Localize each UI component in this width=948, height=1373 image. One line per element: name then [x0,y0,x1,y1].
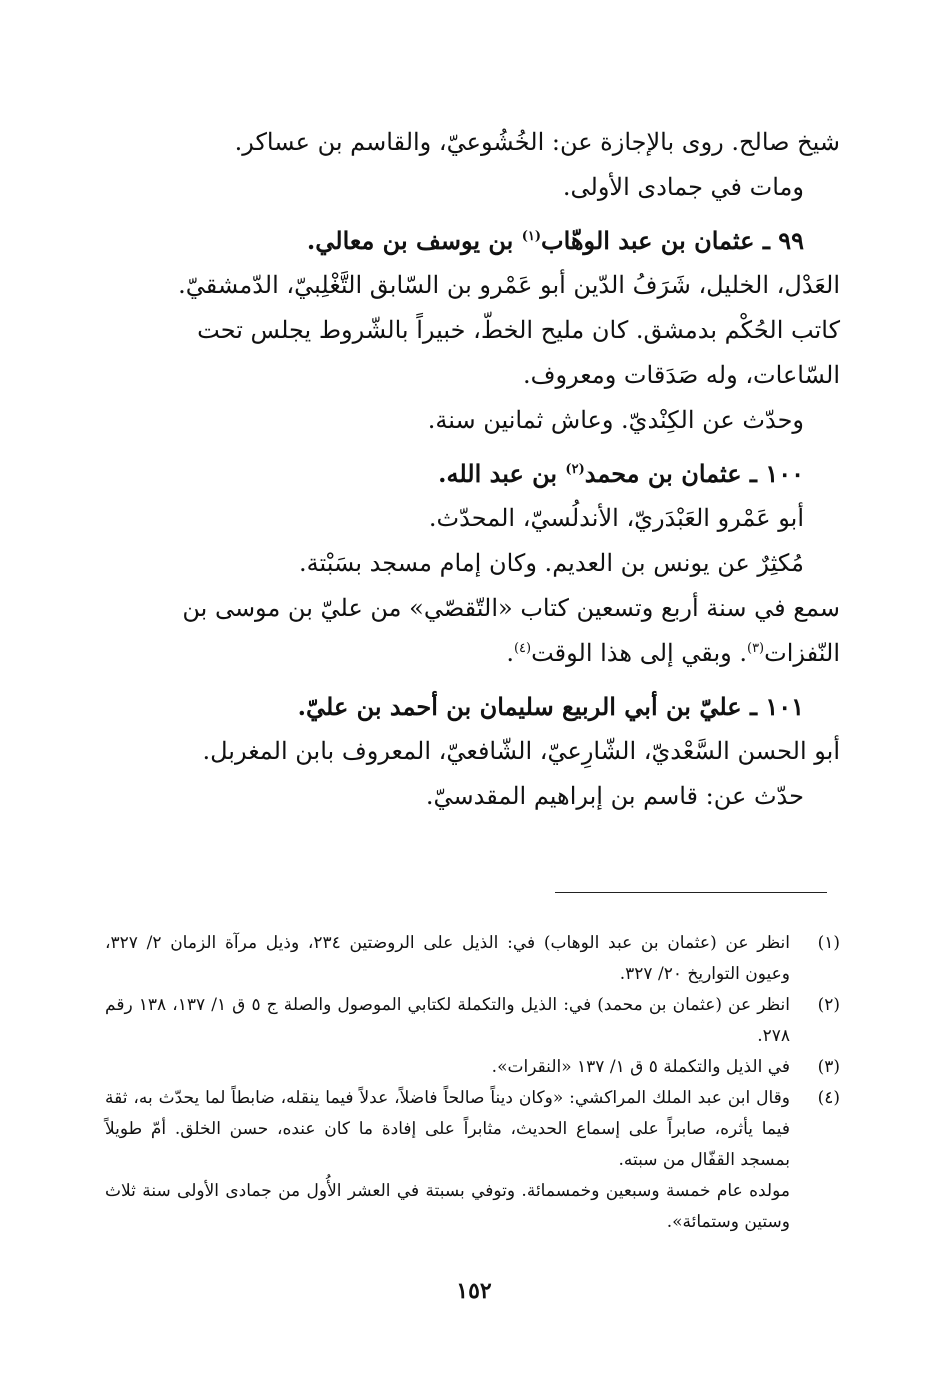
footnote-ref: (١) [521,229,541,244]
footnote-ref: (٣) [746,641,765,656]
text-line: أبو عَمْرو العَبْدَريّ، الأندلُسيّ، المحدّث. [428,504,804,532]
text-line: أبو الحسن السَّعْديّ، الشّارِعيّ، الشّافعيّ، المعروف بابن المغربل. [202,737,840,765]
text-line: سمع في سنة أربع وتسعين كتاب «التّقصّي» من عليّ بن موسى بن [182,594,840,622]
text-line: السّاعات، وله صَدَقات ومعروف. [522,361,840,389]
text-line: وحدّث عن الكِنْديّ. وعاش ثمانين سنة. [427,406,804,434]
footnote [105,990,840,1052]
footnote-body [105,990,790,1052]
footnote-number: (٣) [817,1057,840,1077]
footnote-body [105,1083,790,1238]
footnote [105,1052,840,1083]
page-number: ١٥٢ [456,1278,492,1304]
footnote [105,928,840,990]
footnote-divider [555,892,827,893]
footnote-text: في الذيل والتكملة ٥ ق ١/ ١٣٧ «النقرات». [491,1057,790,1077]
footnote [105,1083,840,1238]
footnotes [105,928,840,1238]
footnote-body [105,1052,790,1083]
footnote-ref: (٤) [513,641,532,656]
text-line: حدّث عن: قاسم بن إبراهيم المقدسيّ. [425,782,804,810]
entry-heading-100: ١٠٠ ـ عثمان بن محمد$^{(٢)}$ بن عبد الله. [438,459,804,488]
footnote-body [105,928,790,990]
main-text [100,120,840,819]
footnote-number: (٢) [817,995,840,1015]
entry-heading-99: ٩٩ ـ عثمان بن عبد الوهّاب$^{(١)}$ بن يوسف بن معالي. [306,226,804,255]
footnote-text: مولده عام خمسة وسبعين وخمسمائة. وتوفي بسبتة في العشر الأُول من جمادى الأولى سنة ثلاث وستين وستمائة». [105,1181,790,1232]
footnote-number: (٤) [817,1088,840,1108]
text-line: ومات في جمادى الأولى. [562,173,804,201]
text-line: كاتب الحُكْم بدمشق. كان مليح الخطّ، خبيراً بالشّروط يجلس تحت [197,316,840,344]
footnote-ref: (٢) [565,462,585,477]
footnote-number: (١) [817,933,840,953]
text-line: مُكثِرٌ عن يونس بن العديم. وكان إمام مسجد بسَبْتة. [298,549,804,577]
entry-heading-101: ١٠١ ـ عليّ بن أبي الربيع سليمان بن أحمد بن عليّ. [297,692,804,721]
text-line: النّفزات$^{(٣)}$. وبقي إلى هذا الوقت$^{(٤)}$. [506,639,840,667]
footnote-text: وقال ابن عبد الملك المراكشي: «وكان ديناً صالحاً فاضلاً، عدلاً فيما ينقله، ضابطاً لما يحدّث به، ثقة فيما يأثره، صابراً على إسماع الحديث، مثابراً على إفادة ما كان عنده، حسن الخلق. أمّ طويلاً بمسجد القفّال من سبته. [105,1088,790,1170]
footnote-text: انظر عن (عثمان بن محمد) في: الذيل والتكملة لكتابي الموصول والصلة ج ٥ ق ١/ ١٣٧، ١٣٨ رقم ٢٧٨. [105,995,791,1046]
footnote-text: انظر عن (عثمان بن عبد الوهاب) في: الذيل على الروضتين ٢٣٤، وذيل مرآة الزمان ٢/ ٣٢٧، وعيون التواريخ ٢٠/ ٣٢٧. [105,933,790,984]
text-line: شيخ صالح. روى بالإجازة عن: الخُشُوعيّ، والقاسم بن عساكر. [234,128,840,156]
text-line: العَدْل، الخليل، شَرَفُ الدّين أبو عَمْرو بن السّابق التَّغْلِبيّ، الدّمشقيّ. [178,271,840,299]
